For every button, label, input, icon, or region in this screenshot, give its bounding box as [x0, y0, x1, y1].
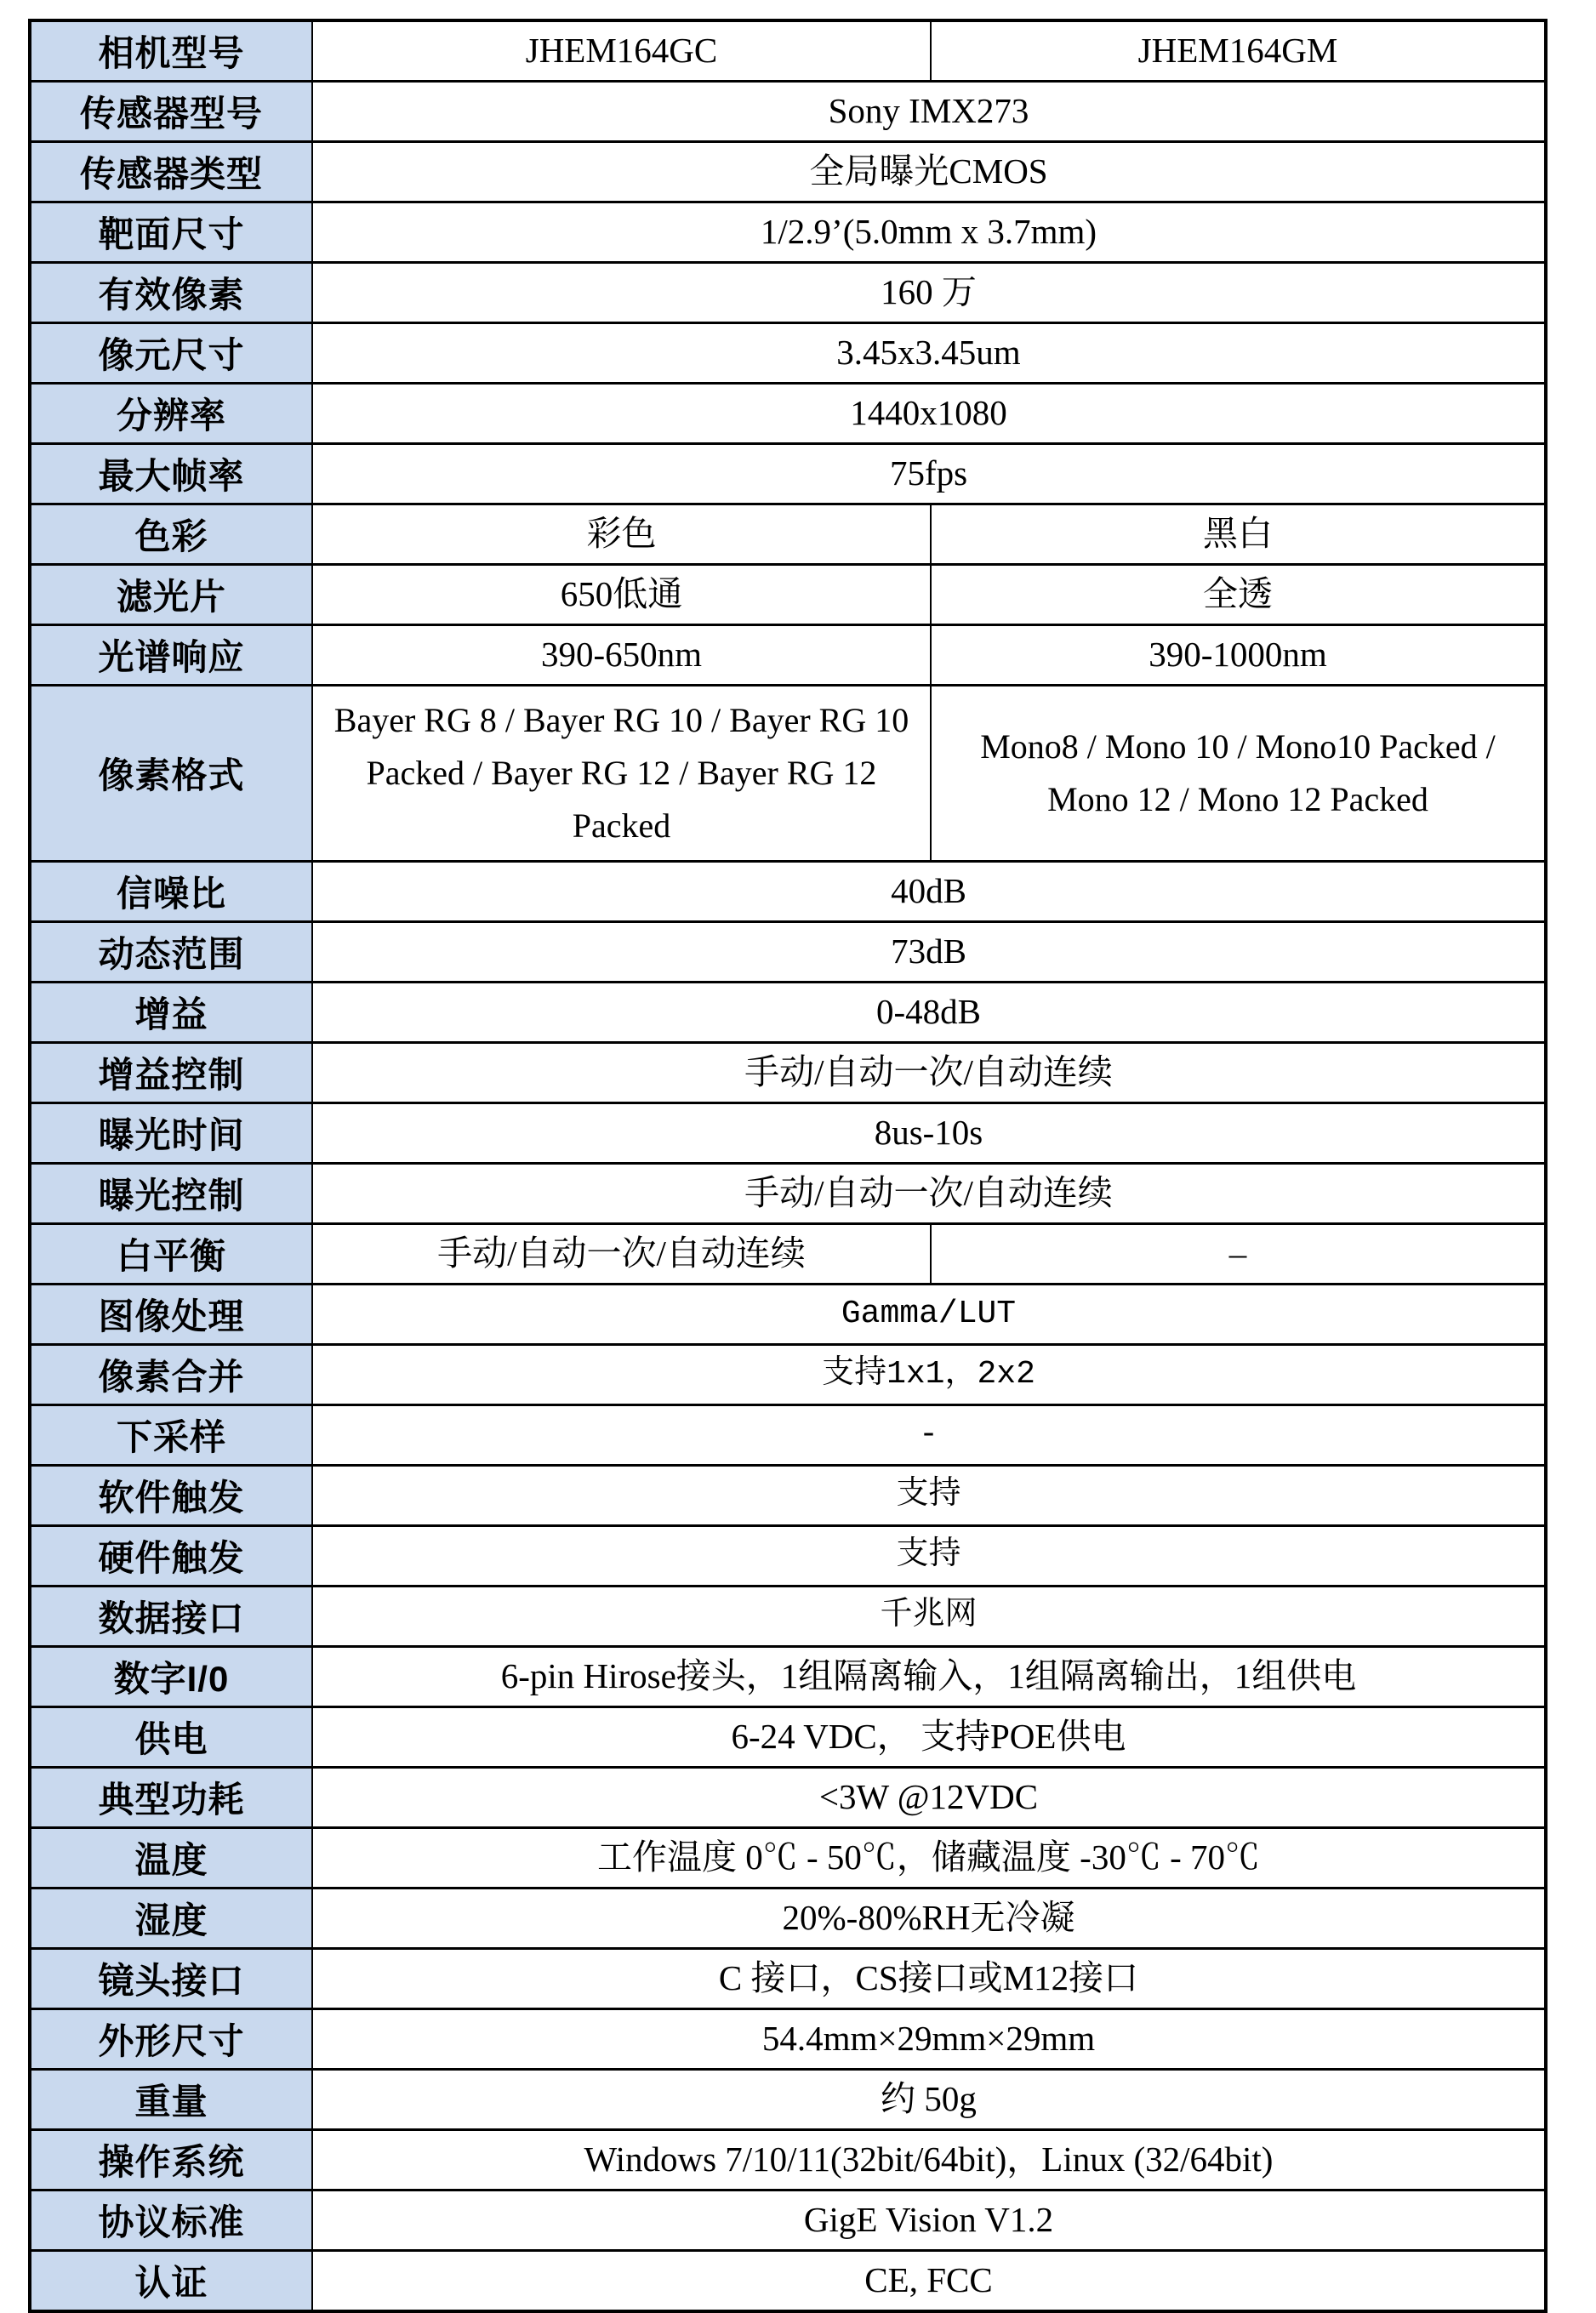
spec-value: 手动/自动一次/自动连续 [312, 1164, 1546, 1224]
table-row-protocol-standard [30, 2191, 1546, 2251]
spec-label: 数据接口 [30, 1587, 312, 1647]
table-row-gain [30, 983, 1546, 1043]
table-row-filter [30, 565, 1546, 625]
spec-value: 支持 [312, 1466, 1546, 1526]
spec-label: 操作系统 [30, 2130, 312, 2191]
table-row-data-interface [30, 1587, 1546, 1647]
spec-value: 73dB [312, 922, 1546, 983]
table-row-color [30, 504, 1546, 565]
spec-value: 54.4mm×29mm×29mm [312, 2009, 1546, 2070]
spec-label: 曝光控制 [30, 1164, 312, 1224]
table-row-gain-control [30, 1043, 1546, 1103]
spec-value: 支持 [312, 1526, 1546, 1587]
spec-value: 支持1x1，2x2 [312, 1345, 1546, 1405]
spec-value-gc: 手动/自动一次/自动连续 [312, 1224, 931, 1285]
spec-label: 下采样 [30, 1405, 312, 1466]
spec-value-gc: Bayer RG 8 / Bayer RG 10 / Bayer RG 10 Packed / Bayer RG 12 / Bayer RG 12 Packed [312, 686, 931, 862]
table-row-hardware-trigger [30, 1526, 1546, 1587]
table-row-pixel-size [30, 323, 1546, 384]
table-row-snr [30, 862, 1546, 922]
spec-label: 光谱响应 [30, 625, 312, 686]
spec-label: 增益 [30, 983, 312, 1043]
spec-label: 典型功耗 [30, 1768, 312, 1828]
table-row-image-processing [30, 1285, 1546, 1345]
spec-label: 像素格式 [30, 686, 312, 862]
spec-value: CE, FCC [312, 2251, 1546, 2312]
table-row-temperature [30, 1828, 1546, 1889]
spec-label: 湿度 [30, 1889, 312, 1949]
spec-value: 千兆网 [312, 1587, 1546, 1647]
spec-value: 约 50g [312, 2070, 1546, 2130]
spec-label: 供电 [30, 1707, 312, 1768]
spec-label: 软件触发 [30, 1466, 312, 1526]
table-row-white-balance [30, 1224, 1546, 1285]
spec-label: 数字I/0 [30, 1647, 312, 1707]
spec-value: 工作温度 0℃ - 50℃，储藏温度 -30℃ - 70℃ [312, 1828, 1546, 1889]
spec-label: 传感器类型 [30, 142, 312, 202]
table-row-spectral-response [30, 625, 1546, 686]
spec-value: <3W @12VDC [312, 1768, 1546, 1828]
table-row-dimensions [30, 2009, 1546, 2070]
spec-label: 像素合并 [30, 1345, 312, 1405]
spec-label: 靶面尺寸 [30, 202, 312, 263]
spec-label: 协议标准 [30, 2191, 312, 2251]
table-row-operating-system [30, 2130, 1546, 2191]
spec-label: 曝光时间 [30, 1103, 312, 1164]
table-row-effective-pixels [30, 263, 1546, 323]
table-row-digital-io [30, 1647, 1546, 1707]
spec-value-gc: JHEM164GC [312, 20, 931, 82]
spec-value: 40dB [312, 862, 1546, 922]
spec-label: 传感器型号 [30, 82, 312, 142]
spec-label: 有效像素 [30, 263, 312, 323]
spec-label: 温度 [30, 1828, 312, 1889]
spec-value: 全局曝光CMOS [312, 142, 1546, 202]
spec-label: 白平衡 [30, 1224, 312, 1285]
spec-label: 外形尺寸 [30, 2009, 312, 2070]
spec-value-gm: – [931, 1224, 1546, 1285]
camera-spec-table [28, 19, 1548, 2313]
spec-label: 认证 [30, 2251, 312, 2312]
spec-value: 75fps [312, 444, 1546, 504]
table-row-lens-mount [30, 1949, 1546, 2009]
spec-label: 分辨率 [30, 384, 312, 444]
spec-value: C 接口，CS接口或M12接口 [312, 1949, 1546, 2009]
spec-value: 手动/自动一次/自动连续 [312, 1043, 1546, 1103]
spec-value: 6-24 VDC， 支持POE供电 [312, 1707, 1546, 1768]
table-row-weight [30, 2070, 1546, 2130]
spec-value-gm: JHEM164GM [931, 20, 1546, 82]
table-row-pixel-format [30, 686, 1546, 862]
spec-value-gm: Mono8 / Mono 10 / Mono10 Packed / Mono 12 / Mono 12 Packed [931, 686, 1546, 862]
spec-value: 6-pin Hirose接头，1组隔离输入，1组隔离输出，1组供电 [312, 1647, 1546, 1707]
spec-value: 8us-10s [312, 1103, 1546, 1164]
spec-value: GigE Vision V1.2 [312, 2191, 1546, 2251]
spec-label: 相机型号 [30, 20, 312, 82]
table-row-power-consumption [30, 1768, 1546, 1828]
table-row-camera-model [30, 20, 1546, 82]
table-row-resolution [30, 384, 1546, 444]
table-row-sensor-size [30, 202, 1546, 263]
table-row-software-trigger [30, 1466, 1546, 1526]
spec-value: 160 万 [312, 263, 1546, 323]
spec-value: Gamma/LUT [312, 1285, 1546, 1345]
spec-value-gc: 390-650nm [312, 625, 931, 686]
spec-value: 1440x1080 [312, 384, 1546, 444]
spec-value: 3.45x3.45um [312, 323, 1546, 384]
table-row-exposure-control [30, 1164, 1546, 1224]
table-row-exposure-time [30, 1103, 1546, 1164]
spec-value-gm: 全透 [931, 565, 1546, 625]
spec-label: 图像处理 [30, 1285, 312, 1345]
spec-value-gc: 彩色 [312, 504, 931, 565]
table-row-sensor-type [30, 142, 1546, 202]
table-row-certification [30, 2251, 1546, 2312]
spec-value-gm: 黑白 [931, 504, 1546, 565]
spec-value-gc: 650低通 [312, 565, 931, 625]
table-row-downsampling [30, 1405, 1546, 1466]
spec-value: Sony IMX273 [312, 82, 1546, 142]
spec-label: 信噪比 [30, 862, 312, 922]
spec-label: 最大帧率 [30, 444, 312, 504]
spec-label: 动态范围 [30, 922, 312, 983]
table-row-power-supply [30, 1707, 1546, 1768]
table-row-humidity [30, 1889, 1546, 1949]
spec-label: 滤光片 [30, 565, 312, 625]
spec-value: - [312, 1405, 1546, 1466]
spec-value: 20%-80%RH无冷凝 [312, 1889, 1546, 1949]
spec-label: 色彩 [30, 504, 312, 565]
spec-label: 镜头接口 [30, 1949, 312, 2009]
table-row-sensor-model [30, 82, 1546, 142]
table-row-dynamic-range [30, 922, 1546, 983]
spec-label: 像元尺寸 [30, 323, 312, 384]
spec-label: 增益控制 [30, 1043, 312, 1103]
spec-label: 硬件触发 [30, 1526, 312, 1587]
spec-value: 0-48dB [312, 983, 1546, 1043]
spec-label: 重量 [30, 2070, 312, 2130]
table-row-max-framerate [30, 444, 1546, 504]
table-row-binning [30, 1345, 1546, 1405]
spec-value-gm: 390-1000nm [931, 625, 1546, 686]
spec-value: Windows 7/10/11(32bit/64bit)，Linux (32/64bit) [312, 2130, 1546, 2191]
spec-value: 1/2.9’(5.0mm x 3.7mm) [312, 202, 1546, 263]
